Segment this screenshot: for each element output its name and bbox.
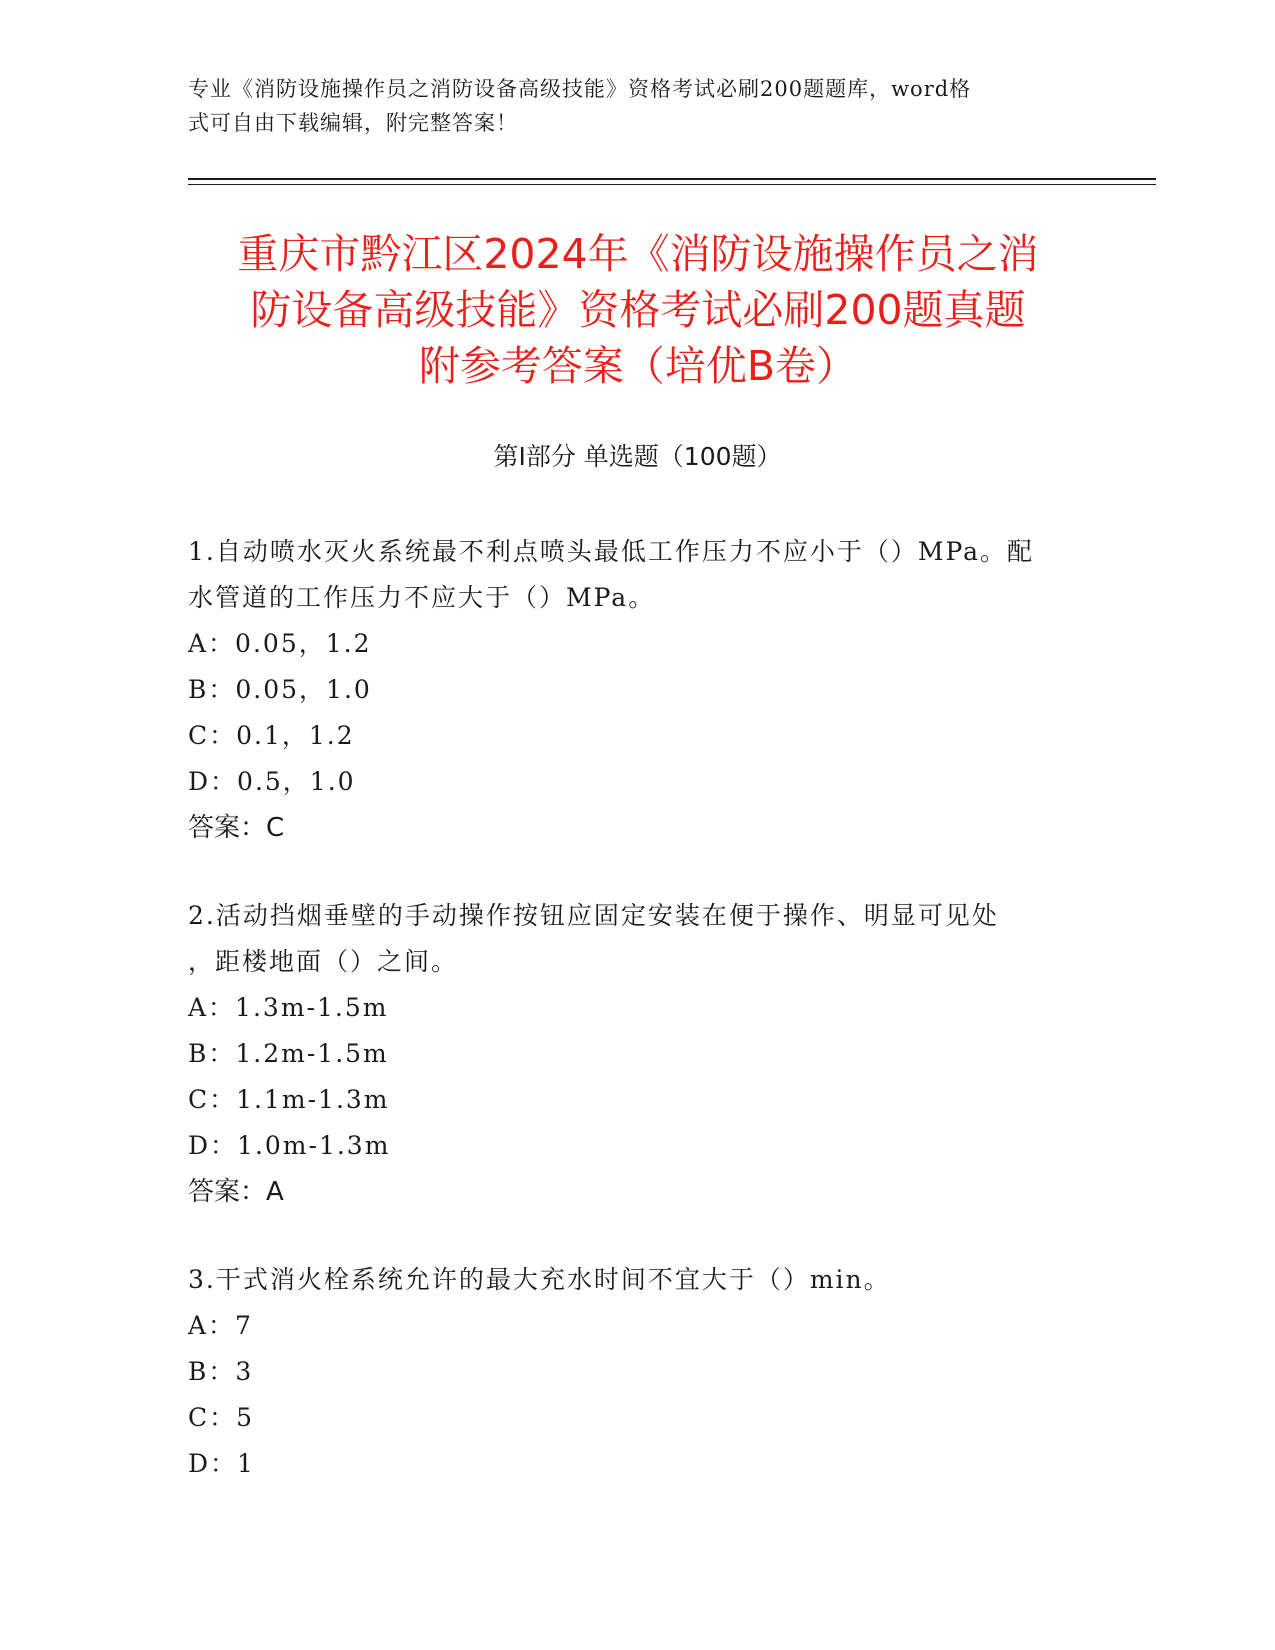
question-stem-line: 1.自动喷水灭火系统最不利点喷头最低工作压力不应小于（）MPa。配 xyxy=(188,537,1035,566)
option-b: B：1.2m-1.5m xyxy=(188,1039,389,1068)
question-stem xyxy=(188,529,1088,621)
option-a: A：0.05，1.2 xyxy=(188,629,372,658)
answer-line: 答案：C xyxy=(188,813,285,843)
document-title-line: 重庆市黔江区2024年《消防设施操作员之消 xyxy=(237,230,1039,278)
header-note xyxy=(188,72,1068,140)
question-stem-line: 水管道的工作压力不应大于（）MPa。 xyxy=(188,583,656,612)
question-item xyxy=(188,1257,1088,1487)
option-b: B：0.05，1.0 xyxy=(188,675,372,704)
header-note-line: 式可自由下载编辑，附完整答案！ xyxy=(188,111,518,135)
question-stem-line: 3.干式消火栓系统允许的最大充水时间不宜大于（）min。 xyxy=(188,1265,891,1294)
document-title-line: 附参考答案（培优B卷） xyxy=(418,342,858,390)
section-heading: 第Ⅰ部分 单选题（100题） xyxy=(493,442,782,471)
option-d: D：0.5，1.0 xyxy=(188,767,356,796)
document-title xyxy=(178,226,1098,394)
option-a: A：1.3m-1.5m xyxy=(188,993,389,1022)
option-c: C：5 xyxy=(188,1403,255,1432)
option-a: A：7 xyxy=(188,1311,253,1340)
option-b: B：3 xyxy=(188,1357,254,1386)
question-stem-line: ，距楼地面（）之间。 xyxy=(188,947,459,976)
header-divider xyxy=(188,184,1156,185)
header-note-line: 专业《消防设施操作员之消防设备高级技能》资格考试必刷200题题库，word格 xyxy=(188,77,972,101)
document-title-line: 防设备高级技能》资格考试必刷200题真题 xyxy=(250,286,1026,334)
question-stem xyxy=(188,893,1088,985)
option-d: D：1 xyxy=(188,1449,255,1478)
header-divider xyxy=(188,178,1156,180)
answer-line: 答案：A xyxy=(188,1177,284,1207)
option-d: D：1.0m-1.3m xyxy=(188,1131,391,1160)
question-stem-line: 2.活动挡烟垂壁的手动操作按钮应固定安装在便于操作、明显可见处 xyxy=(188,901,999,930)
question-item xyxy=(188,893,1088,1215)
option-c: C：0.1，1.2 xyxy=(188,721,355,750)
option-c: C：1.1m-1.3m xyxy=(188,1085,390,1114)
question-stem xyxy=(188,1257,1088,1303)
question-item xyxy=(188,529,1088,851)
